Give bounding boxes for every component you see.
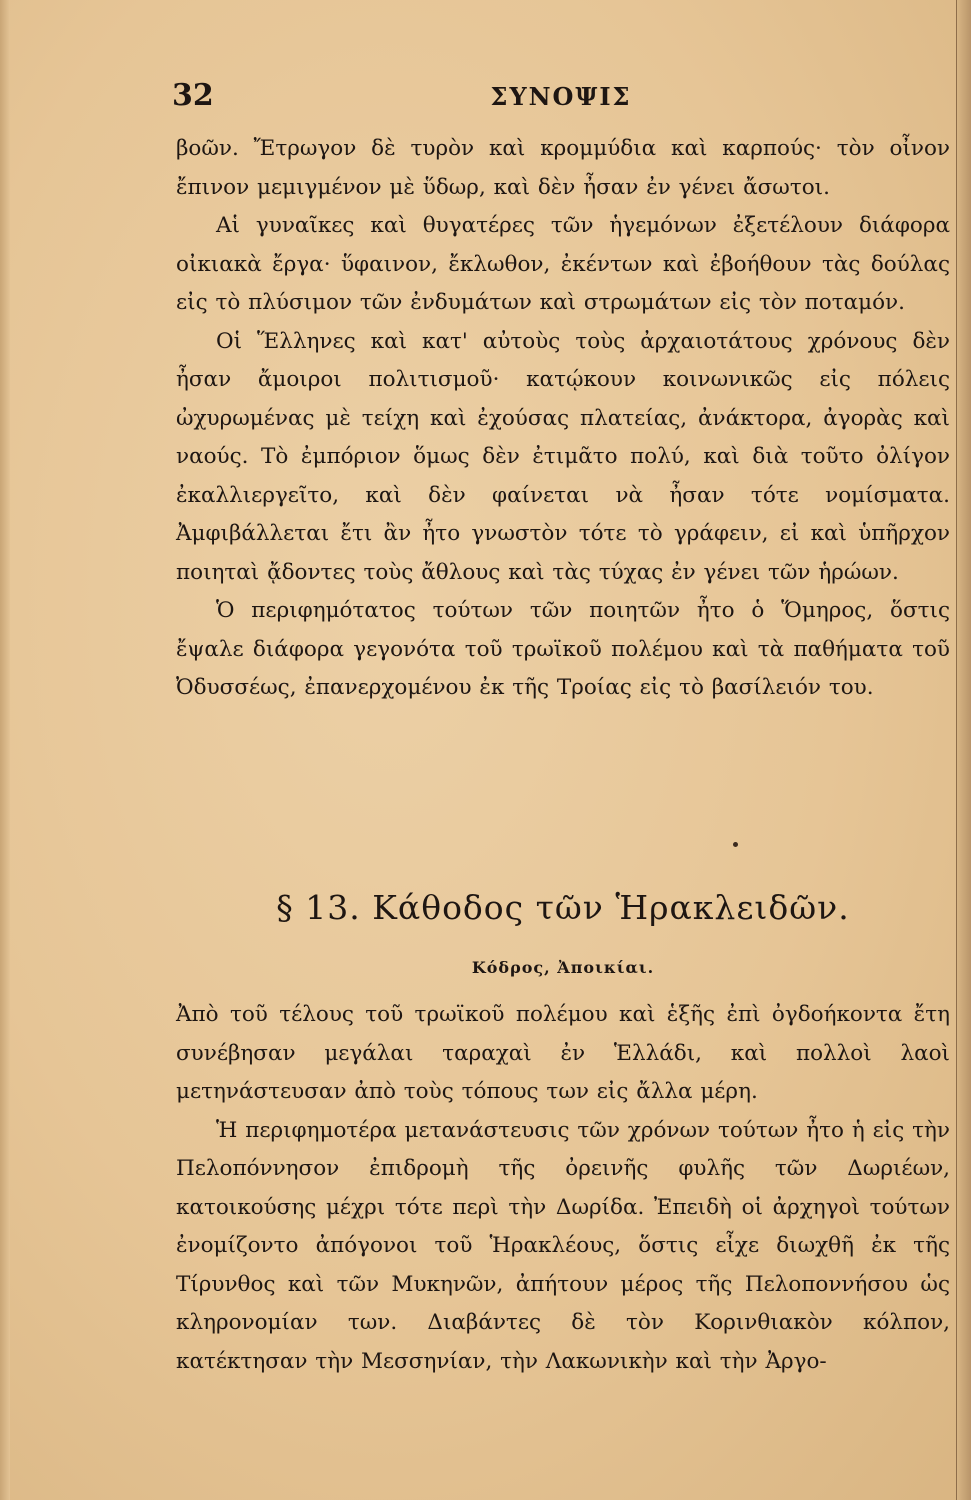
paragraph: Ἡ περιφημοτέρα μετανάστευσις τῶν χρόνων τούτων ἦτο ἡ εἰς τὴν Πελοπόννησον ἐπιδρομὴ τῆς ὀρεινῆς φυλῆς τῶν Δωριέων, κατοικούσης μέχρι τότε περὶ τὴν Δωρίδα. Ἐπειδὴ οἱ ἀρχηγοὶ τούτων ἐνομίζοντο ἀπόγονοι τοῦ Ἡρακλέους, ὅστις εἶχε διωχθῆ ἐκ τῆς Τίρυνθος καὶ τῶν Μυκηνῶν, ἀπήτουν μέρος τῆς Πελοποννήσου ὡς κληρονομίαν των. Διαβάντες δὲ τὸν Κορινθιακὸν κόλπον, κατέκτησαν τὴν Μεσσηνίαν, τὴν Λακωνικὴν καὶ τὴν Ἀργο-: [176, 1117, 950, 1374]
paragraph: Ἀπὸ τοῦ τέλους τοῦ τρωϊκοῦ πολέμου καὶ ἑξῆς ἐπὶ ὀγδοήκοντα ἔτη συνέβησαν μεγάλαι ταραχαὶ ἐν Ἑλλάδι, καὶ πολλοὶ λαοὶ μετηνάστευσαν ἀπὸ τοὺς τόπους των εἰς ἄλλα μέρη.: [176, 1002, 950, 1104]
ink-speck: [733, 842, 738, 847]
page-number: 32: [172, 78, 214, 113]
page-right-edge: [956, 0, 971, 1500]
section-heading: § 13. Κάθοδος τῶν Ἡρακλειδῶν.: [276, 888, 850, 927]
paragraph: Ὁ περιφημότατος τούτων τῶν ποιητῶν ἦτο ὁ Ὅμηρος, ὅστις ἔψαλε διάφορα γεγονότα τοῦ τρωϊκοῦ πολέμου καὶ τὰ παθήματα τοῦ Ὀδυσσέως, ἐπανερχομένου ἐκ τῆς Τροίας εἰς τὸ βασίλειόν του.: [176, 598, 950, 700]
paragraph: Αἱ γυναῖκες καὶ θυγατέρες τῶν ἡγεμόνων ἐξετέλουν διάφορα οἰκιακὰ ἔργα· ὕφαινον, ἔκλωθον, ἐκέντων καὶ ἐβοήθουν τὰς δούλας εἰς τὸ πλύσιμον τῶν ἐνδυμάτων καὶ στρωμάτων εἰς τὸν ποταμόν.: [176, 213, 950, 315]
running-head: [172, 78, 950, 122]
text-block-top: [176, 130, 950, 708]
text-block-bottom: [176, 996, 950, 1381]
section-subheading: Κόδρος, Ἀποικίαι.: [471, 958, 655, 977]
paragraph: Οἱ Ἕλληνες καὶ κατ' αὐτοὺς τοὺς ἀρχαιοτάτους χρόνους δὲν ἦσαν ἄμοιροι πολιτισμοῦ· κατῴκουν κοινωνικῶς εἰς πόλεις ὠχυρωμένας μὲ τείχη καὶ ἐχούσας πλατείας, ἀνάκτορα, ἀγορὰς καὶ ναούς. Τὸ ἐμπόριον ὅμως δὲν ἐτιμᾶτο πολύ, καὶ διὰ τοῦτο ὀλίγον ἐκαλλιεργεῖτο, καὶ δὲν φαίνεται νὰ ἦσαν τότε νομίσματα. Ἀμφιβάλλεται ἔτι ἂν ἦτο γνωστὸν τότε τὸ γράφειν, εἰ καὶ ὑπῆρχον ποιηταὶ ᾄδοντες τοὺς ἄθλους καὶ τὰς τύχας ἐν γένει τῶν ἡρώων.: [176, 328, 950, 585]
running-title: ΣΥΝΟΨΙΣ: [490, 82, 632, 111]
page-left-edge: [0, 0, 10, 1500]
paragraph: βοῶν. Ἔτρωγον δὲ τυρὸν καὶ κρομμύδια καὶ καρπούς· τὸν οἶνον ἔπινον μεμιγμένον μὲ ὕδωρ, καὶ δὲν ἦσαν ἐν γένει ἄσωτοι.: [176, 136, 950, 200]
